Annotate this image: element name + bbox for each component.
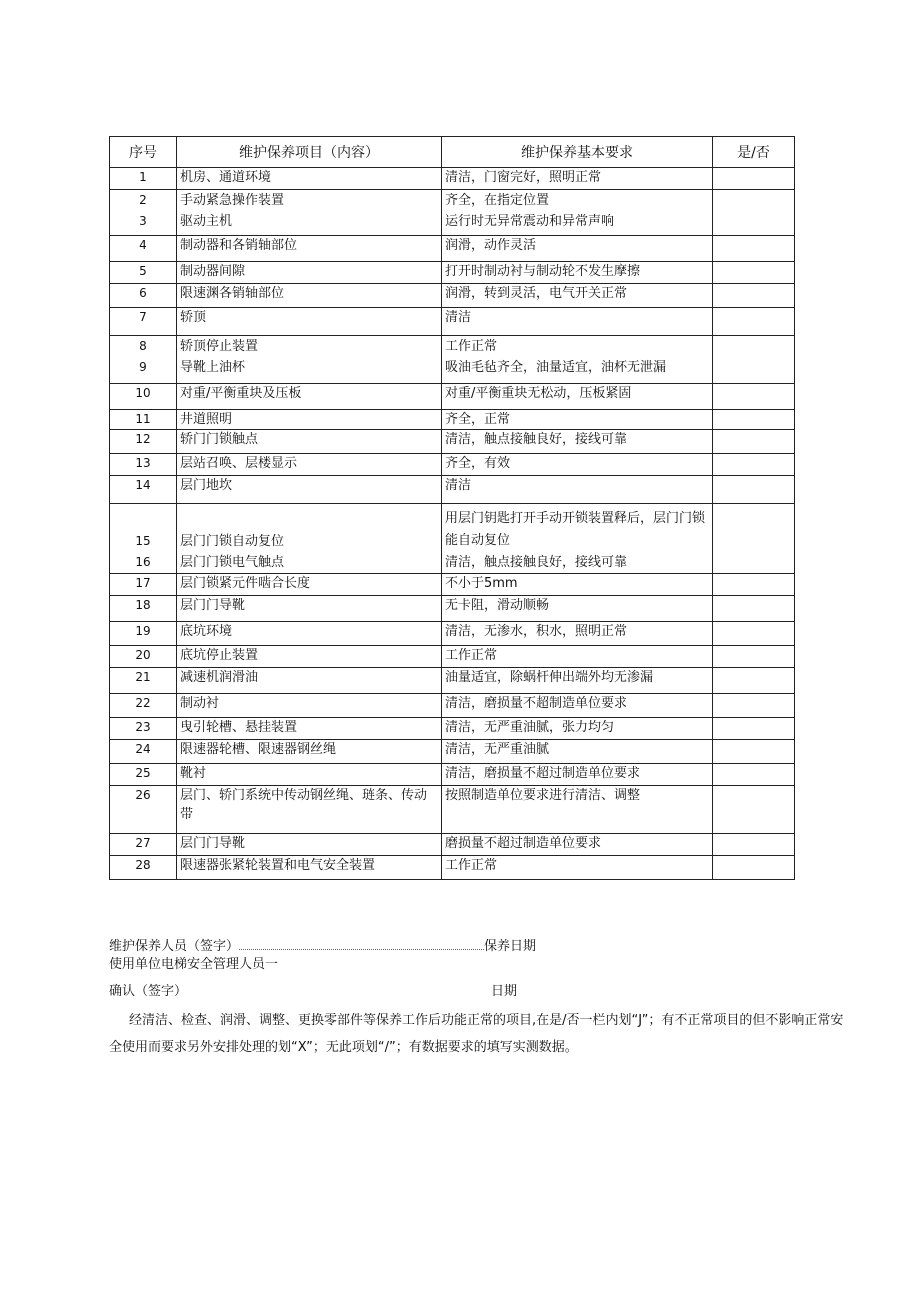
maintenance-item-cell [177,336,442,384]
maintenance-requirement-cell [442,596,713,622]
row-number: 28 [135,858,151,872]
maintenance-item: 对重/平衡重块及压板 [180,386,302,401]
maintenance-requirement: 润滑，动作灵活 [445,238,537,253]
maintenance-requirement: 清洁，无渗水，积水，照明正常 [445,624,628,639]
maintenance-item: 井道照明 [180,412,233,427]
yes-no-check-cell[interactable] [713,574,795,596]
maintenance-requirement: 运行时无异常震动和异常声响 [445,214,615,229]
row-number: 14 [135,478,151,492]
maintenance-item: 限速渊各销轴部位 [180,286,285,301]
maintenance-item: 轿顶停止装置 [180,339,259,354]
table-row [110,622,795,646]
row-number-cell [110,694,177,718]
table-row [110,284,795,308]
maintenance-requirement-cell [442,668,713,694]
maintenance-item-cell [177,236,442,262]
table-row [110,410,795,430]
row-number-cell [110,740,177,764]
maintenance-item-cell [177,694,442,718]
table-row [110,504,795,574]
maintenance-item: 层门门导靴 [180,598,246,613]
maintenance-requirement: 清洁，磨损量不超过制造单位要求 [445,766,641,781]
row-number-cell [110,430,177,454]
row-number: 10 [135,386,151,400]
maintenance-requirement: 工作正常 [445,648,498,663]
row-number-cell [110,384,177,410]
maintenance-requirement-cell [442,168,713,190]
table-row [110,856,795,880]
maintenance-item: 层门门锁电气触点 [180,555,285,570]
row-number: 5 [139,264,147,278]
maintenance-requirement: 清洁，门窗完好，照明正常 [445,170,602,185]
row-number: 4 [139,238,147,252]
row-number: 9 [139,360,147,374]
maintenance-requirement: 齐全，有效 [445,456,511,471]
maintenance-requirement-cell [442,718,713,740]
row-number-cell [110,596,177,622]
maintenance-requirement-cell [442,786,713,834]
table-row [110,262,795,284]
maintenance-requirement: 清洁，磨损量不超制造单位要求 [445,696,628,711]
table-row [110,764,795,786]
maintenance-requirement-cell [442,262,713,284]
maintenance-item: 层门锁紧元件啮合长度 [180,576,311,591]
row-number-cell [110,168,177,190]
yes-no-check-cell[interactable] [713,308,795,336]
yes-no-check-cell[interactable] [713,764,795,786]
maintenance-item-cell [177,454,442,476]
row-number-cell [110,504,177,574]
maintenance-item-cell [177,574,442,596]
table-row [110,236,795,262]
maint-signature-field[interactable] [239,935,484,950]
row-number-cell [110,574,177,596]
maintenance-item-cell [177,786,442,834]
maintenance-requirement: 清洁，触点接触良好，接线可靠 [445,555,628,570]
table-row [110,596,795,622]
table-row [110,740,795,764]
row-number: 16 [135,555,151,569]
maintenance-item-cell [177,622,442,646]
maintenance-requirement-cell [442,410,713,430]
maintenance-item: 层门门锁自动复位 [180,534,285,549]
yes-no-check-cell[interactable] [713,668,795,694]
row-number: 20 [135,648,151,662]
yes-no-check-cell[interactable] [713,336,795,384]
maintenance-item: 机房、通道环境 [180,170,272,185]
row-number: 24 [135,742,151,756]
yes-no-check-cell[interactable] [713,284,795,308]
row-number-cell [110,622,177,646]
confirm-label: 确认（签字） [109,984,188,999]
maintenance-requirement: 无卡阻，滑动顺畅 [445,598,550,613]
table-row [110,476,795,504]
row-number-cell [110,410,177,430]
maintenance-item: 靴衬 [180,766,207,781]
table-row [110,430,795,454]
maintenance-item: 曳引轮槽、悬挂装置 [180,720,298,735]
yes-no-check-cell[interactable] [713,834,795,856]
yes-no-check-cell[interactable] [713,236,795,262]
row-number: 27 [135,836,151,850]
row-number: 7 [139,310,147,324]
maintenance-item-cell [177,764,442,786]
table-row [110,574,795,596]
yes-no-check-cell[interactable] [713,596,795,622]
row-number-cell [110,668,177,694]
row-number: 18 [135,598,151,612]
maintenance-requirement: 工作正常 [445,858,498,873]
row-number: 15 [135,534,151,548]
maintenance-requirement: 对重/平衡重块无松动，压板紧固 [445,386,632,401]
yes-no-check-cell[interactable] [713,476,795,504]
row-number: 25 [135,766,151,780]
manager-line [109,955,849,975]
row-number-cell [110,646,177,668]
row-number: 13 [135,456,151,470]
yes-no-check-cell[interactable] [713,168,795,190]
row-number-cell [110,190,177,236]
row-number: 3 [139,214,147,228]
maintenance-item: 导靴上油杯 [180,360,246,375]
maintenance-requirement: 清洁，无严重油腻 [445,742,550,757]
maintenance-item: 制动衬 [180,696,220,711]
maintenance-requirement-cell [442,454,713,476]
maintenance-requirement: 用层门钥匙打开手动开锁装置释后，层门门锁能自动复位 [445,511,706,548]
maintenance-requirement-cell [442,646,713,668]
row-number: 21 [135,670,151,684]
maintenance-requirement-cell [442,308,713,336]
maintenance-requirement-cell [442,476,713,504]
maintenance-item: 制动器和各销轴部位 [180,238,298,253]
row-number-cell [110,786,177,834]
table-row [110,834,795,856]
maintenance-item-cell [177,504,442,574]
maintenance-requirement-cell [442,384,713,410]
table-row [110,168,795,190]
maintenance-requirement: 清洁 [445,478,472,493]
maintenance-item: 层门门导靴 [180,836,246,851]
row-number-cell [110,718,177,740]
row-number: 17 [135,576,151,590]
maintenance-requirement-cell [442,764,713,786]
maintenance-requirement: 按照制造单位要求进行清洁、调整 [445,788,641,803]
instruction-note: 经清洁、检查、润滑、调整、更换零部件等保养工作后功能正常的项目,在是/否一栏内划“J”；有不正常项目的但不影响正常安全使用而要求另外安排处理的划“X”；无此项划“/”；有数据要求的填写实测数据。 [109,1013,844,1055]
yes-no-check-cell[interactable] [713,856,795,880]
maintenance-requirement-cell [442,740,713,764]
yes-no-check-cell[interactable] [713,740,795,764]
maint-signature-line [109,935,849,957]
table-row [110,384,795,410]
maintenance-requirement-cell [442,834,713,856]
maintenance-requirement: 清洁 [445,310,472,325]
row-number: 26 [135,788,151,802]
table-row [110,190,795,236]
maintenance-requirement-cell [442,504,713,574]
maintenance-item: 手动紧急操作装置 [180,193,285,208]
maintenance-item-cell [177,740,442,764]
yes-no-check-cell[interactable] [713,646,795,668]
maintenance-requirement: 打开时制动衬与制动轮不发生摩擦 [445,264,641,279]
maintenance-requirement: 齐全，正常 [445,412,511,427]
yes-no-check-cell[interactable] [713,718,795,740]
manager-label: 使用单位电梯安全管理人员一 [109,957,279,972]
maintenance-item: 驱动主机 [180,214,233,229]
maintenance-item-cell [177,308,442,336]
maintenance-item: 底坑停止装置 [180,648,259,663]
maintenance-requirement: 不小于5mm [445,576,518,591]
row-number-cell [110,284,177,308]
row-number-cell [110,308,177,336]
maintenance-requirement-cell [442,336,713,384]
table-row [110,786,795,834]
yes-no-check-cell[interactable] [713,622,795,646]
maintenance-requirement: 润滑，转到灵活，电气开关正常 [445,286,628,301]
row-number-cell [110,236,177,262]
maintenance-item-cell [177,430,442,454]
table-row [110,646,795,668]
row-number-cell [110,262,177,284]
maintenance-requirement: 磨损量不超过制造单位要求 [445,836,602,851]
maintenance-item: 底坑环境 [180,624,233,639]
col-header-yes-no: 是/否 [713,137,795,168]
yes-no-check-cell[interactable] [713,786,795,834]
maintenance-requirement: 齐全，在指定位置 [445,193,550,208]
yes-no-check-cell[interactable] [713,694,795,718]
maint-person-label: 维护保养人员（签字） [109,939,240,954]
row-number-cell [110,856,177,880]
table-row [110,694,795,718]
maintenance-requirement: 工作正常 [445,339,498,354]
maintenance-item-cell [177,284,442,308]
maintenance-item-cell [177,834,442,856]
yes-no-check-cell[interactable] [713,262,795,284]
table-row [110,668,795,694]
col-header-item: 维护保养项目（内容） [177,137,442,168]
maintenance-item-cell [177,262,442,284]
yes-no-check-cell[interactable] [713,454,795,476]
maint-date-label: 保养日期 [484,939,537,954]
row-number-cell [110,764,177,786]
row-number: 19 [135,624,151,638]
maintenance-requirement-cell [442,856,713,880]
maintenance-requirement-cell [442,190,713,236]
col-header-requirement: 维护保养基本要求 [442,137,713,168]
table-row [110,454,795,476]
maintenance-item-cell [177,410,442,430]
maintenance-item-cell [177,856,442,880]
yes-no-check-cell[interactable] [713,504,795,574]
maintenance-item: 轿顶 [180,310,207,325]
maintenance-item-cell [177,646,442,668]
table-row [110,336,795,384]
row-number-cell [110,454,177,476]
maintenance-item-cell [177,384,442,410]
maintenance-item-cell [177,168,442,190]
maintenance-table [109,136,795,880]
row-number: 1 [139,170,147,184]
maintenance-item: 层站召唤、层楼显示 [180,456,298,471]
maintenance-item: 限速器张紧轮装置和电气安全装置 [180,858,376,873]
maintenance-item-cell [177,718,442,740]
maintenance-item-cell [177,668,442,694]
row-number-cell [110,476,177,504]
maintenance-item-cell [177,476,442,504]
table-header-row [110,137,795,168]
table-row [110,718,795,740]
row-number-cell [110,834,177,856]
row-number: 11 [135,412,151,426]
confirm-line [109,982,849,1002]
row-number: 6 [139,286,147,300]
row-number: 8 [139,339,147,353]
confirm-date-label: 日期 [491,984,518,999]
maintenance-item: 制动器间隙 [180,264,246,279]
row-number: 23 [135,720,151,734]
maintenance-requirement-cell [442,430,713,454]
row-number: 22 [135,696,151,710]
maintenance-item-cell [177,596,442,622]
yes-no-check-cell[interactable] [713,384,795,410]
maintenance-item: 限速器轮槽、限速器钢丝绳 [180,742,337,757]
table-row [110,308,795,336]
maintenance-requirement-cell [442,694,713,718]
row-number: 2 [139,193,147,207]
maintenance-item: 轿门门锁触点 [180,432,259,447]
maintenance-requirement: 清洁，无严重油腻，张力均匀 [445,720,615,735]
yes-no-check-cell[interactable] [713,430,795,454]
maintenance-requirement-cell [442,574,713,596]
maintenance-requirement: 油量适宜，除蜗杆伸出端外均无渗漏 [445,670,654,685]
yes-no-check-cell[interactable] [713,410,795,430]
row-number-cell [110,336,177,384]
maintenance-requirement: 吸油毛毡齐全，油量适宜，油杯无泄漏 [445,360,667,375]
maintenance-requirement-cell [442,622,713,646]
row-number: 12 [135,432,151,446]
yes-no-check-cell[interactable] [713,190,795,236]
maintenance-item-cell [177,190,442,236]
maintenance-item: 减速机润滑油 [180,670,259,685]
col-header-no: 序号 [110,137,177,168]
maintenance-requirement: 清洁，触点接触良好，接线可靠 [445,432,628,447]
maintenance-item: 层门、轿门系统中传动钢丝绳、琏条、传动带 [180,788,428,822]
maintenance-item: 层门地坎 [180,478,233,493]
maintenance-requirement-cell [442,236,713,262]
maintenance-requirement-cell [442,284,713,308]
